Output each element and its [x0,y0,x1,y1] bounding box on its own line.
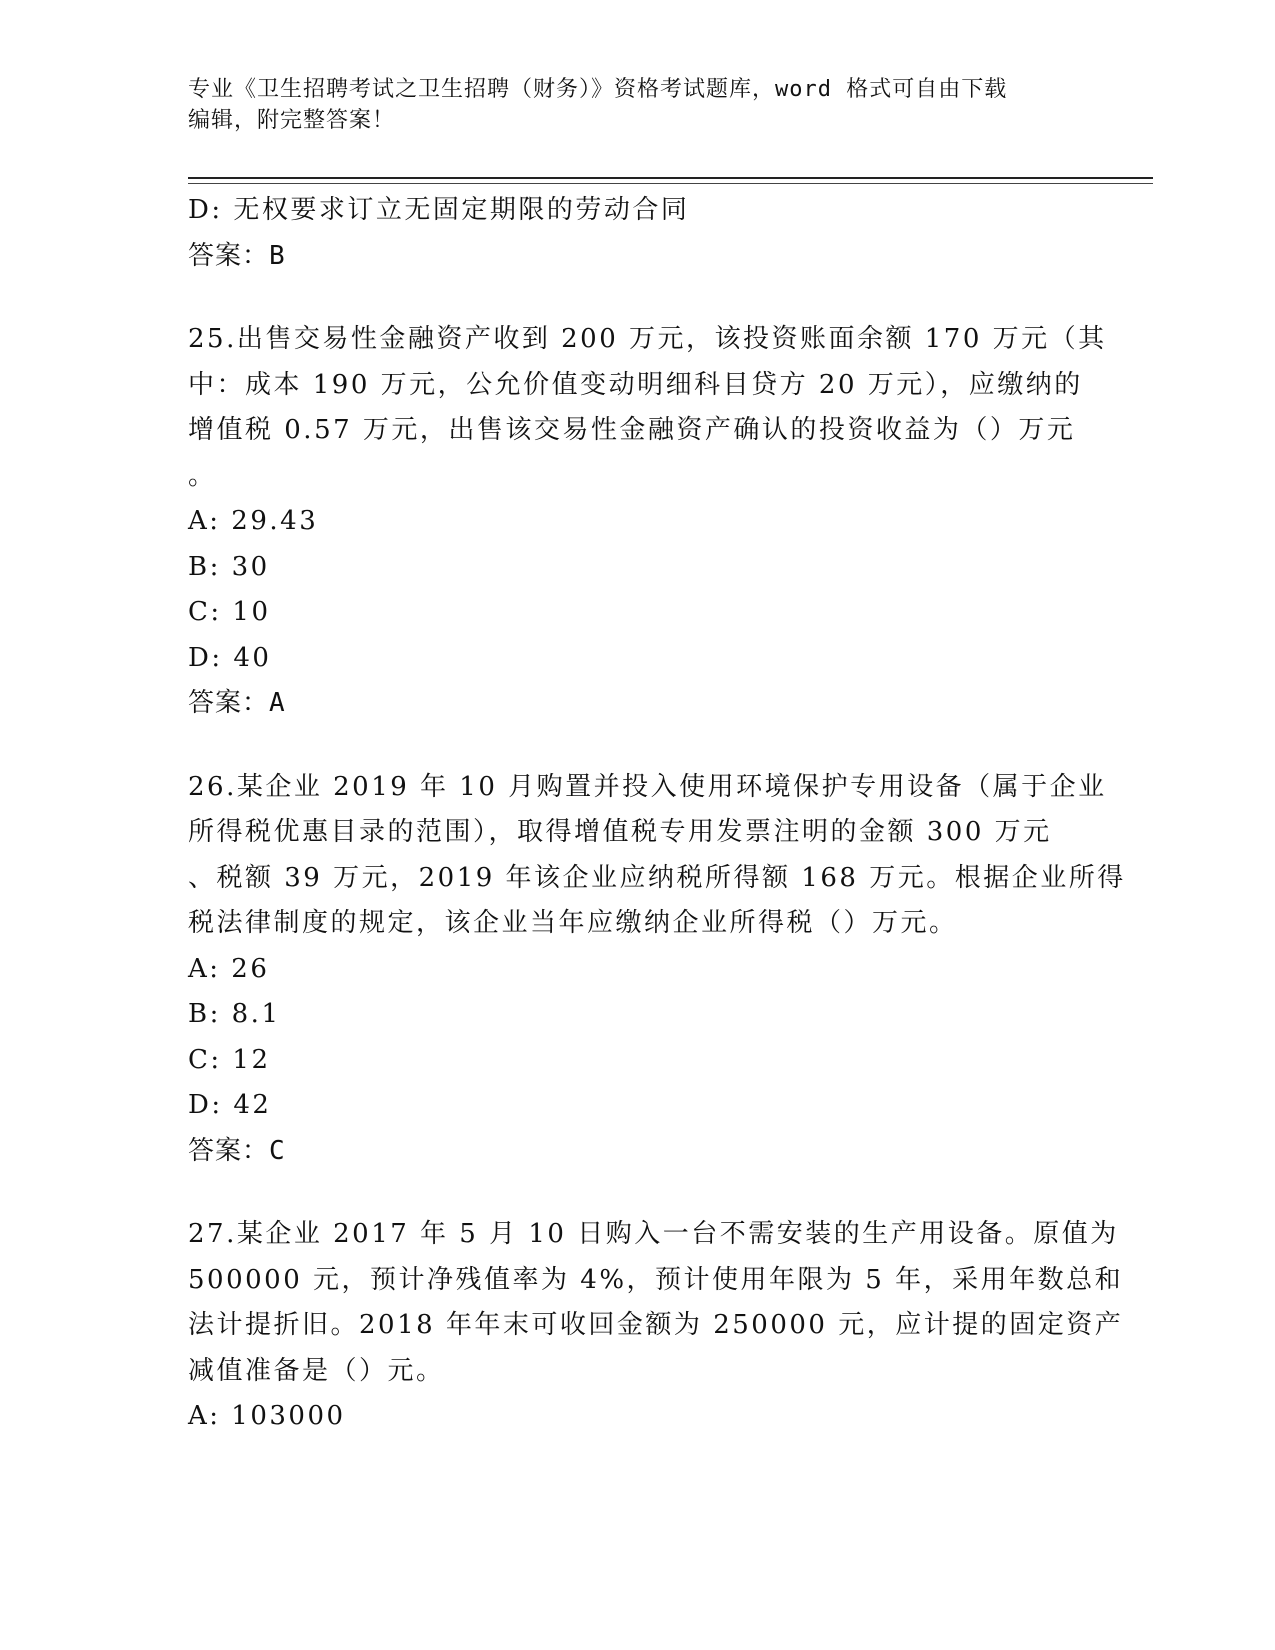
answer-value: B [269,240,286,271]
question-text-line: 27.某企业 2017 年 5 月 10 日购入一台不需安装的生产用设备。原值为 [188,1219,1119,1249]
question-26 [188,765,1126,1175]
option-a: A: 29.43 [188,506,319,536]
question-text-line: 中：成本 190 万元，公允价值变动明细科目贷方 20 万元），应缴纳的 [188,369,1083,400]
header-line-1: 专业《卫生招聘考试之卫生招聘（财务）》资格考试题库，word 格式可自由下载 [188,77,1008,102]
document-header-note [188,74,1088,136]
option-c: C: 12 [188,1044,271,1075]
option-c: C: 10 [188,597,271,627]
answer [188,234,1088,280]
option-b: B: 8.1 [188,999,281,1029]
question-25 [188,317,1107,727]
previous-question-tail [188,188,1088,279]
answer-value: A [269,688,286,718]
answer [188,1129,1088,1175]
option-d: D: 40 [188,642,272,673]
answer-label: 答案： [188,688,270,718]
answer [188,681,1088,727]
answer-value: C [269,1135,286,1166]
header-divider-thin [188,183,1153,184]
question-text-line: 减值准备是（）元。 [188,1355,445,1386]
question-text-line: 税法律制度的规定，该企业当年应缴纳企业所得税（）万元。 [188,908,958,938]
option-d: D: 无权要求订立无固定期限的劳动合同 [188,195,690,225]
question-text-line: 法计提折旧。2018 年年末可收回金额为 250000 元，应计提的固定资产 [188,1310,1124,1340]
question-text-line: 25.出售交易性金融资产收到 200 万元，该投资账面余额 170 万元（其 [188,324,1107,354]
option-d: D: 42 [188,1090,272,1120]
answer-label: 答案： [188,1135,270,1166]
option-a: A: 26 [188,953,270,984]
answer-label: 答案： [188,240,270,271]
question-text-line: 500000 元，预计净残值率为 4%，预计使用年限为 5 年，采用年数总和 [188,1264,1124,1295]
header-line-2: 编辑，附完整答案！ [188,108,396,133]
option-a: A: 103000 [188,1401,346,1431]
question-list [188,188,1126,1440]
question-text-line: 所得税优惠目录的范围），取得增值税专用发票注明的金额 300 万元 [188,817,1052,847]
question-text-line: 、税额 39 万元，2019 年该企业应纳税所得额 168 万元。根据企业所得 [188,862,1126,893]
option-b: B: 30 [188,551,270,582]
question-27 [188,1212,1124,1440]
question-text-line: 。 [188,460,217,491]
question-text-line: 26.某企业 2019 年 10 月购置并投入使用环境保护专用设备（属于企业 [188,771,1107,802]
question-text-line: 增值税 0.57 万元，出售该交易性金融资产确认的投资收益为（）万元 [188,415,1076,445]
header-divider-thick [188,177,1153,179]
